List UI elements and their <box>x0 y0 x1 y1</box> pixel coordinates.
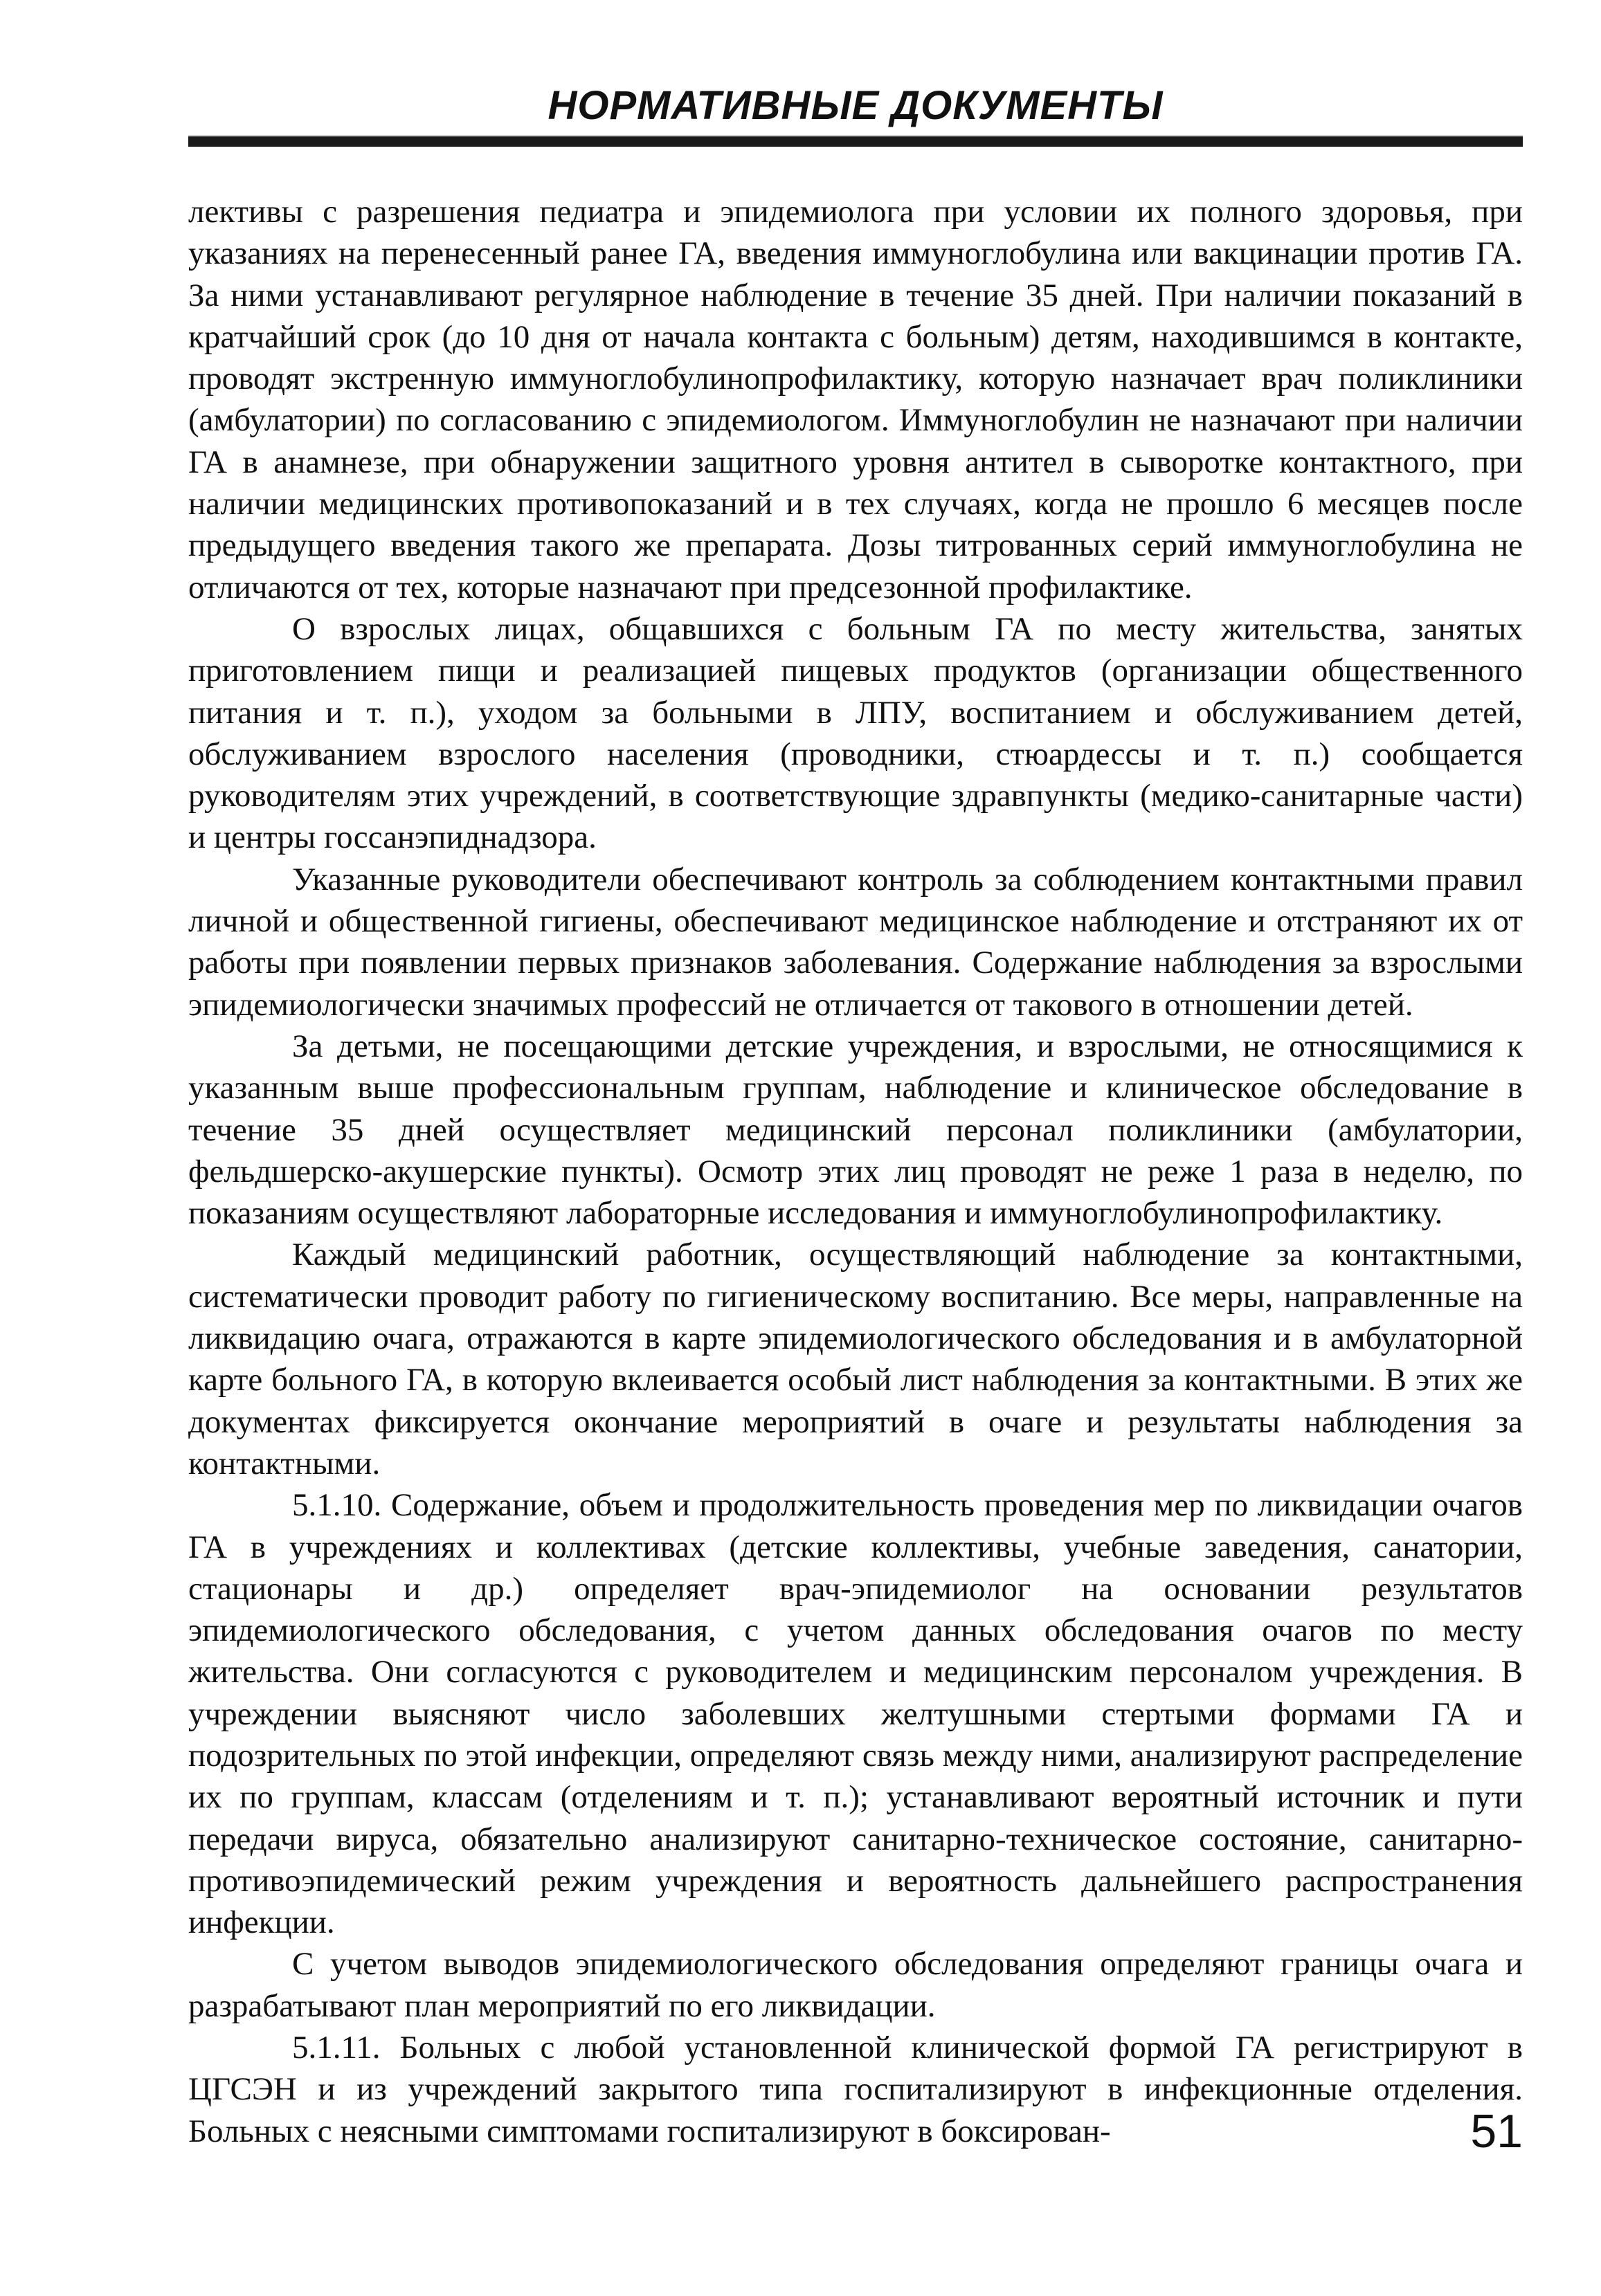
paragraph-5-1-10: 5.1.10. Содержание, объем и продолжительность проведения мер по ликвидации очагов ГА в учреждениях и коллективах (детские коллективы, учебные заведения, санатории, стационары и др.) определяет врач-эпидемиолог на основании результатов эпидемиологического обследования, с учетом данных обследования очагов по месту жительства. Они согласуются с руководителем и медицинским персоналом учреждения. В учреждении выясняют число заболевших желтушными стертыми формами ГА и подозрительных по этой инфекции, определяют связь между ними, анализируют распределение их по группам, классам (отделениям и т. п.); устанавливают вероятный источник и пути передачи вируса, обязательно анализируют санитарно-техническое состояние, санитарно-противоэпидемический режим учреждения и вероятность дальнейшего распространения инфекции. <box>188 1487 1523 1941</box>
running-header <box>188 82 1523 130</box>
header-title: НОРМАТИВНЫЕ ДОКУМЕНТЫ <box>548 83 1164 128</box>
paragraph-children-observation: За детьми, не посещающими детские учреждения, и взрослыми, не относящимися к указанным выше профессиональным группам, наблюдение и клиническое обследование в течение 35 дней осуществляет медицинский персонал поликлиники (амбулатории, фельдшерско-акушерские пункты). Осмотр этих лиц проводят не реже 1 раза в неделю, по показаниям осуществляют лабораторные исследования и иммуноглобулинопрофилактику. <box>188 1028 1523 1232</box>
header-rule <box>188 136 1523 147</box>
paragraph-managers: Указанные руководители обеспечивают контроль за соблюдением контактными правил личной и общественной гигиены, обеспечивают медицинское наблюдение и отстраняют их от работы при появлении первых признаков заболевания. Содержание наблюдения за взрослыми эпидемиологически значимых профессий не отличается от такового в отношении детей. <box>188 861 1523 1023</box>
paragraph-conclusions: С учетом выводов эпидемиологического обследования определяют границы очага и разрабатывают план мероприятий по его ликвидации. <box>188 1946 1523 2024</box>
body-text <box>188 191 1523 2152</box>
page-number: 51 <box>1470 2105 1523 2158</box>
paragraph-adult-contacts: О взрослых лицах, общавшихся с больным ГА по месту жительства, занятых приготовлением пищи и реализацией пищевых продуктов (организации общественного питания и т. п.), уходом за больными в ЛПУ, воспитанием и обслуживанием детей, обслуживанием взрослого населения (проводники, стюардессы и т. п.) сообщается руководителям этих учреждений, в соответствующие здравпункты (медико-санитарные части) и центры госсанэпиднадзора. <box>188 610 1523 856</box>
paragraph-continuation: лективы с разрешения педиатра и эпидемиолога при условии их полного здоровья, при указаниях на перенесенный ранее ГА, введения иммуноглобулина или вакцинации против ГА. За ними устанавливают регулярное наблюдение в течение 35 дней. При наличии показаний в кратчайший срок (до 10 дня от начала контакта с больным) детям, находившимся в контакте, проводят экстренную иммуноглобулинопрофилактику, которую назначает врач поликлиники (амбулатории) по согласованию с эпидемиологом. Иммуноглобулин не назначают при наличии ГА в анамнезе, при обнаружении защитного уровня антител в сыворотке контактного, при наличии медицинских противопоказаний и в тех случаях, когда не прошло 6 месяцев после предыдущего введения такого же препарата. Дозы титрованных серий иммуноглобулина не отличаются от тех, которые назначают при предсезонной профилактике. <box>188 194 1523 605</box>
paragraph-5-1-11: 5.1.11. Больных с любой установленной клинической формой ГА регистрируют в ЦГСЭН и из учреждений закрытого типа госпитализируют в инфекционные отделения. Больных с неясными симптомами госпитализируют в боксирован- <box>188 2030 1523 2149</box>
paragraph-medical-worker: Каждый медицинский работник, осуществляющий наблюдение за контактными, систематически проводит работу по гигиеническому воспитанию. Все меры, направленные на ликвидацию очага, отражаются в карте эпидемиологического обследования и в амбулаторной карте больного ГА, в которую вклеивается особый лист наблюдения за контактными. В этих же документах фиксируется окончание мероприятий в очаге и результаты наблюдения за контактными. <box>188 1237 1523 1482</box>
